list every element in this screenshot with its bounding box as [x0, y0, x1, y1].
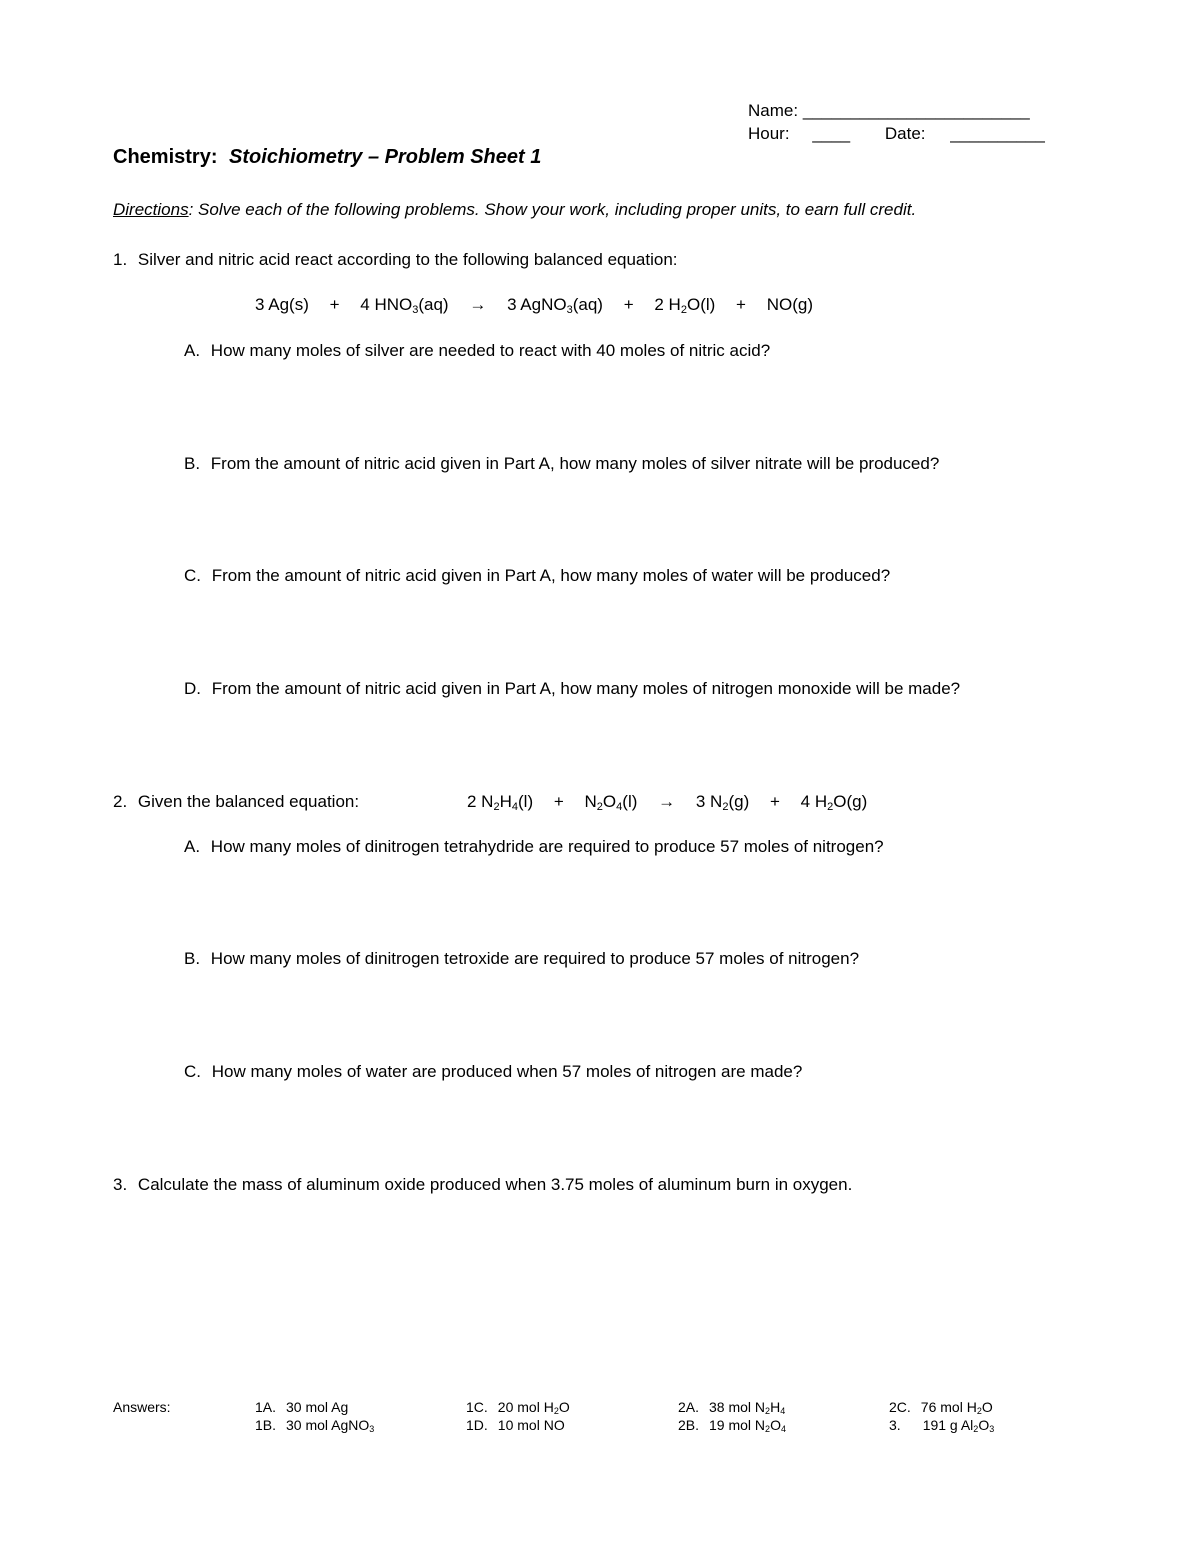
date-label: Date:: [884, 124, 926, 143]
q3-number: 3.: [113, 1175, 128, 1194]
part-letter: A.: [184, 837, 201, 856]
part-letter: B.: [184, 949, 201, 968]
part-letter: B.: [184, 454, 201, 473]
date-blank[interactable]: __________: [950, 124, 1045, 143]
part-letter: D.: [184, 679, 201, 698]
answer-3: 3. 191 g $Al_2O_3$: [889, 1417, 995, 1434]
answer-1a: 1A. 30 mol Ag: [255, 1399, 349, 1415]
name-label: Name:: [748, 101, 799, 120]
q2-number: 2.: [113, 792, 128, 811]
part-text: How many moles of dinitrogen tetrahydride are required to produce 57 moles of nitrogen?: [210, 837, 884, 856]
eq-plus: +: [553, 792, 564, 811]
name-field[interactable]: [748, 101, 1030, 121]
eq-term: 3 $N_2(g)$: [695, 792, 750, 813]
directions-text: : Solve each of the following problems. Show your work, including proper units, to earn full credit.: [188, 200, 917, 219]
title-subject: Chemistry:: [113, 146, 218, 168]
question-2: [113, 792, 359, 812]
eq-term: 2 $N_2H_4(l)$: [467, 792, 534, 813]
eq-plus: +: [736, 295, 746, 314]
eq-plus: +: [623, 295, 634, 314]
part-text: How many moles of dinitrogen tetroxide are required to produce 57 moles of nitrogen?: [210, 949, 860, 968]
page-title: [113, 146, 541, 169]
part-text: From the amount of nitric acid given in Part A, how many moles of silver nitrate will be produced?: [210, 454, 940, 473]
eq-term: 4 $HNO_3(aq)$: [360, 295, 449, 316]
eq-term: 3 Ag(s): [255, 295, 309, 314]
eq-plus: +: [329, 295, 340, 314]
eq-term: 2 $H_2O(l)$: [654, 295, 716, 316]
q3-prompt: Calculate the mass of aluminum oxide produced when 3.75 moles of aluminum burn in oxygen.: [137, 1175, 853, 1194]
directions-label: Directions: [113, 200, 189, 219]
eq-term: $N_2O_4(l)$: [584, 792, 638, 813]
answer-1b: 1B. 30 mol AgNO$_3$: [255, 1417, 375, 1434]
eq-term: NO(g): [766, 295, 813, 314]
q1-number: 1.: [113, 250, 128, 269]
q2-prompt: Given the balanced equation:: [137, 792, 360, 811]
q1-part-a: [184, 341, 770, 361]
answers-label: Answers:: [113, 1399, 171, 1415]
q1-equation: [255, 295, 813, 315]
eq-term: 3 AgNO$_3$(aq): [507, 295, 603, 316]
eq-arrow: →: [469, 295, 487, 314]
title-topic: Stoichiometry – Problem Sheet 1: [229, 146, 542, 168]
q1-part-b: [184, 454, 939, 474]
part-letter: A.: [184, 341, 201, 360]
q1-prompt: Silver and nitric acid react according to the following balanced equation:: [137, 250, 678, 269]
eq-arrow: →: [658, 792, 676, 811]
question-3: [113, 1175, 852, 1195]
q2-part-c: [184, 1062, 802, 1082]
directions: [113, 200, 916, 220]
part-letter: C.: [184, 1062, 201, 1081]
q2-equation: [467, 792, 867, 812]
q1-part-c: [184, 566, 890, 586]
q2-part-a: [184, 837, 884, 857]
answer-1c: 1C. 20 mol $H_2O$: [466, 1399, 570, 1416]
answer-2b: 2B. 19 mol $N_2O_4$: [678, 1417, 786, 1434]
hour-date-fields: [748, 124, 1045, 144]
part-text: How many moles of water are produced when 57 moles of nitrogen are made?: [211, 1062, 803, 1081]
eq-term: 4 $H_2O(g)$: [800, 792, 868, 813]
eq-plus: +: [769, 792, 780, 811]
part-letter: C.: [184, 566, 201, 585]
hour-label: Hour:: [748, 124, 790, 143]
answer-2a: 2A. 38 mol $N_2H_4$: [678, 1399, 786, 1416]
question-1: [113, 250, 678, 270]
part-text: How many moles of silver are needed to react with 40 moles of nitric acid?: [210, 341, 771, 360]
q1-part-d: [184, 679, 960, 699]
answer-2c: 2C. 76 mol $H_2O$: [889, 1399, 993, 1416]
part-text: From the amount of nitric acid given in Part A, how many moles of water will be produced?: [211, 566, 891, 585]
q2-part-b: [184, 949, 859, 969]
name-blank[interactable]: ________________________: [802, 101, 1030, 120]
part-text: From the amount of nitric acid given in Part A, how many moles of nitrogen monoxide will be made?: [211, 679, 961, 698]
answer-1d: 1D. 10 mol NO: [466, 1417, 565, 1433]
hour-blank[interactable]: ____: [812, 124, 851, 143]
